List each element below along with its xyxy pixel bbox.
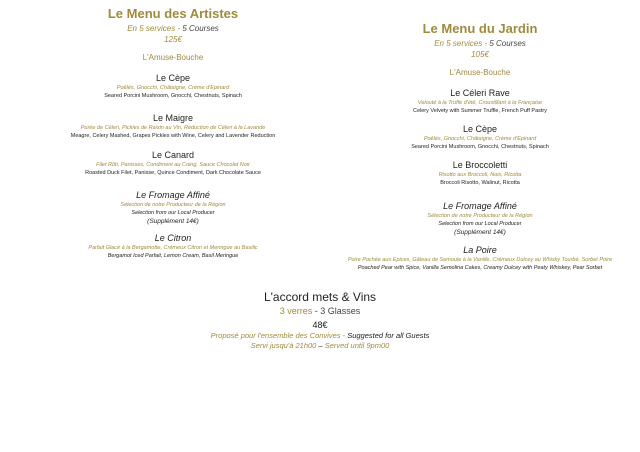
dish-maigre	[48, 112, 298, 140]
amuse-bouche: L'Amuse-Bouche	[142, 53, 204, 62]
dish-fromage	[330, 200, 630, 237]
menu-title: Le Menu des Artistes	[107, 6, 239, 21]
dish-description-en: Selection from our Local Producer	[131, 210, 215, 216]
dish-broccoletti	[330, 159, 630, 187]
dish-name: Le Maigre	[152, 113, 194, 123]
dish-supplement: (Supplément 14€)	[147, 218, 199, 225]
services-fr: En 5 services	[434, 39, 483, 48]
dish-cepe	[330, 123, 630, 151]
dish-description-en: Selection from our Local Producer	[438, 221, 522, 227]
dish-name: Le Céleri Rave	[450, 88, 510, 98]
glasses-fr: 3 verres	[279, 306, 313, 316]
dish-description-fr: Poêlés, Gnocchi, Châtaigne, Crème d'Epinard	[423, 136, 537, 142]
service-fr: Servi jusqu'à 21h00	[250, 341, 317, 350]
dish-description-en: Seared Porcini Mushroom, Gnocchi, Chestnuts, Spinach	[411, 144, 549, 150]
dish-name: Le Broccoletti	[452, 160, 508, 170]
glasses-separator: -	[312, 306, 321, 316]
dish-description-en: Meagre, Celery Mashed, Grapes Pickles with Wine, Celery and Lavender Reduction	[70, 133, 276, 139]
dish-name: La Poire	[463, 245, 497, 255]
dish-description-en: Poached Pear with Spice, Vanilla Semolina Cakes, Creamy Dulcey with Peaty Whiskey, Pear Sorbet	[357, 265, 603, 271]
menu-price: 105€	[471, 50, 489, 59]
dish-description-fr: Parfait Glacé à la Bergamotte, Crémeux Citron et Meringue au Basilic	[88, 245, 258, 251]
dish-poire	[330, 244, 630, 272]
dish-citron	[48, 232, 298, 260]
services-separator: -	[482, 39, 490, 48]
menu-price: 125€	[164, 35, 182, 44]
amuse-bouche: L'Amuse-Bouche	[449, 68, 511, 77]
dish-celeri-rave	[330, 87, 630, 115]
dish-description-fr: Poire Pochée aux Epices, Gâteau de Semoule à la Vanille, Crémeux Dulcey au Whisky Tourbé, Sorbet Poire	[347, 257, 613, 263]
dish-description-fr: Velouté à la Truffe d'été, Croustillant à la Française	[417, 100, 543, 106]
dish-name: Le Fromage Affiné	[136, 190, 210, 200]
wine-pairing-title: L'accord mets & Vins	[263, 290, 377, 304]
dish-name: Le Cèpe	[462, 124, 498, 134]
menu-title: Le Menu du Jardin	[422, 21, 538, 36]
note-en: Suggested for all Guests	[347, 331, 430, 340]
dish-description-fr: Sélection de notre Producteur de la Région	[427, 213, 533, 219]
note-separator: -	[340, 331, 348, 340]
services-separator: -	[175, 24, 183, 33]
dish-name: Le Canard	[151, 150, 195, 160]
wine-pairing-note	[150, 331, 490, 341]
dish-description-en: Celery Velvety with Summer Truffle, French Puff Pastry	[413, 108, 547, 114]
services-fr: En 5 services	[127, 24, 176, 33]
wine-pairing	[150, 289, 490, 351]
wine-pairing-service	[150, 341, 490, 351]
services-en: 5 Courses	[182, 24, 219, 33]
service-en: Served until 9pm00	[324, 341, 390, 350]
menu-services	[330, 38, 630, 49]
glasses-en: 3 Glasses	[320, 306, 361, 316]
dish-fromage	[48, 189, 298, 226]
dish-name: Le Citron	[154, 233, 192, 243]
menu-artistes	[48, 5, 298, 260]
dish-description-en: Bergamot Iced Parfait, Lemon Cream, Basil Meringue	[107, 253, 239, 259]
wine-pairing-price: 48€	[312, 320, 328, 330]
note-fr: Proposé pour l'ensemble des Convives	[210, 331, 341, 340]
menu-jardin	[330, 20, 630, 272]
dish-cepe	[48, 72, 298, 100]
dish-description-en: Broccoli Risotto, Walinut, Ricotta	[440, 180, 520, 186]
wine-pairing-glasses	[150, 305, 490, 317]
dish-name: Le Fromage Affiné	[443, 201, 517, 211]
dish-description-fr: Filet Rôti, Panisses, Condiment au Coing, Sauce Chocolat Noir	[96, 162, 250, 168]
dish-description-en: Roasted Duck Filet, Panisse, Quince Condiment, Dark Chocolate Sauce	[85, 170, 261, 176]
service-separator: –	[316, 341, 325, 350]
dish-description-fr: Sélection de notre Producteur de la Région	[120, 202, 226, 208]
dish-name: Le Cèpe	[155, 73, 191, 83]
dish-description-fr: Purée de Céleri, Pickles de Raisin au Vin, Réduction de Céleri à la Lavande	[80, 125, 266, 131]
dish-description-fr: Risotto aux Broccoli, Noix, Ricotta	[438, 172, 522, 178]
dish-supplement: (Supplément 14€)	[454, 229, 506, 236]
dish-canard	[48, 149, 298, 177]
menu-services	[48, 23, 298, 34]
dish-description-en: Seared Porcini Mushroom, Gnocchi, Chestnuts, Spinach	[104, 93, 242, 99]
services-en: 5 Courses	[489, 39, 526, 48]
dish-description-fr: Poêlés, Gnocchi, Châtaigne, Crème d'Epinard	[116, 85, 230, 91]
